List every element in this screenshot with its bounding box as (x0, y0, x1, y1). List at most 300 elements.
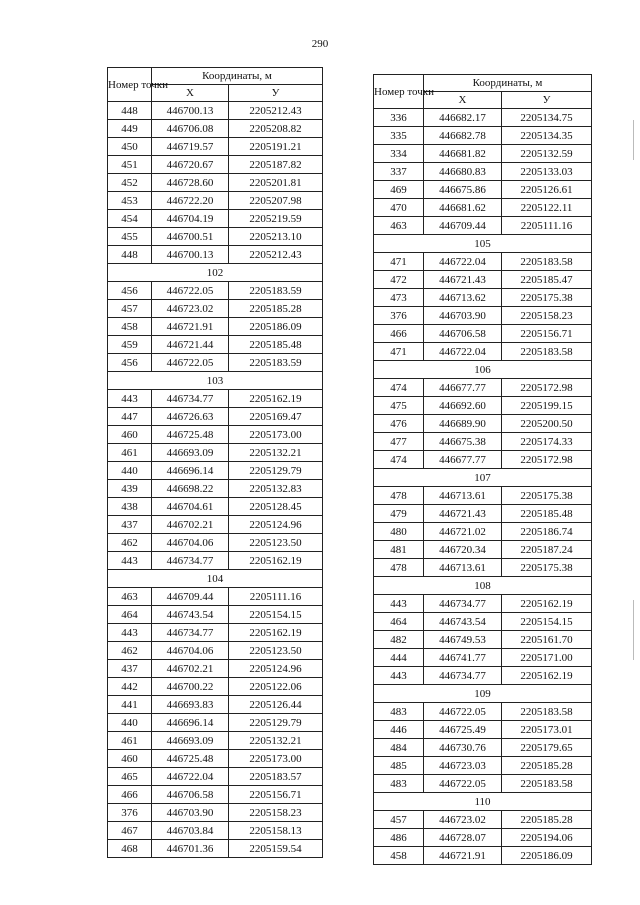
point-number-cell: 450 (108, 138, 152, 156)
point-number-cell: 457 (374, 811, 424, 829)
table-row (108, 804, 323, 822)
point-number-cell: 337 (374, 163, 424, 181)
y-coordinate-cell: 2205173.00 (229, 750, 323, 768)
x-coordinate-cell: 446722.05 (424, 703, 502, 721)
point-number-cell: 471 (374, 253, 424, 271)
point-number-cell: 464 (108, 606, 152, 624)
x-coordinate-cell: 446681.82 (424, 145, 502, 163)
x-coordinate-cell: 446721.91 (424, 847, 502, 865)
x-coordinate-cell: 446709.44 (152, 588, 229, 606)
x-coordinate-cell: 446725.49 (424, 721, 502, 739)
point-number-cell: 474 (374, 379, 424, 397)
x-coordinate-cell: 446677.77 (424, 451, 502, 469)
x-coordinate-cell: 446692.60 (424, 397, 502, 415)
x-coordinate-cell: 446700.51 (152, 228, 229, 246)
y-coordinate-cell: 2205185.48 (502, 505, 592, 523)
table-row (374, 397, 592, 415)
point-number-cell: 471 (374, 343, 424, 361)
section-label: 109 (374, 685, 592, 703)
section-label: 105 (374, 235, 592, 253)
y-coordinate-cell: 2205132.83 (229, 480, 323, 498)
x-coordinate-cell: 446706.58 (424, 325, 502, 343)
x-coordinate-cell: 446693.09 (152, 444, 229, 462)
table-row (374, 613, 592, 631)
table-row (108, 516, 323, 534)
x-coordinate-cell: 446700.22 (152, 678, 229, 696)
table-row (374, 127, 592, 145)
point-number-cell: 443 (374, 595, 424, 613)
point-number-cell: 462 (108, 642, 152, 660)
y-coordinate-cell: 2205185.28 (502, 757, 592, 775)
x-coordinate-cell: 446702.21 (152, 516, 229, 534)
y-coordinate-cell: 2205185.47 (502, 271, 592, 289)
y-coordinate-cell: 2205207.98 (229, 192, 323, 210)
section-label: 103 (108, 372, 323, 390)
point-number-cell: 466 (374, 325, 424, 343)
y-coordinate-cell: 2205186.09 (229, 318, 323, 336)
coordinates-table-left (107, 67, 323, 858)
section-label: 107 (374, 469, 592, 487)
header-point-number: Номер точки (108, 68, 152, 102)
x-coordinate-cell: 446723.02 (152, 300, 229, 318)
x-coordinate-cell: 446722.05 (152, 354, 229, 372)
section-label: 102 (108, 264, 323, 282)
table-row (374, 325, 592, 343)
x-coordinate-cell: 446721.43 (424, 505, 502, 523)
table-row (108, 840, 323, 858)
table-row (108, 552, 323, 570)
point-number-cell: 473 (374, 289, 424, 307)
x-coordinate-cell: 446723.02 (424, 811, 502, 829)
section-row (374, 685, 592, 703)
y-coordinate-cell: 2205132.21 (229, 732, 323, 750)
point-number-cell: 455 (108, 228, 152, 246)
x-coordinate-cell: 446721.43 (424, 271, 502, 289)
x-coordinate-cell: 446681.62 (424, 199, 502, 217)
point-number-cell: 483 (374, 703, 424, 721)
y-coordinate-cell: 2205128.45 (229, 498, 323, 516)
y-coordinate-cell: 2205212.43 (229, 102, 323, 120)
section-row (374, 469, 592, 487)
x-coordinate-cell: 446675.38 (424, 433, 502, 451)
y-coordinate-cell: 2205162.19 (229, 390, 323, 408)
table-row (108, 588, 323, 606)
x-coordinate-cell: 446700.13 (152, 246, 229, 264)
x-coordinate-cell: 446680.83 (424, 163, 502, 181)
point-number-cell: 456 (108, 354, 152, 372)
point-number-cell: 478 (374, 487, 424, 505)
y-coordinate-cell: 2205212.43 (229, 246, 323, 264)
table-row (108, 534, 323, 552)
point-number-cell: 472 (374, 271, 424, 289)
point-number-cell: 474 (374, 451, 424, 469)
x-coordinate-cell: 446704.06 (152, 642, 229, 660)
point-number-cell: 443 (374, 667, 424, 685)
point-number-cell: 479 (374, 505, 424, 523)
point-number-cell: 443 (108, 390, 152, 408)
y-coordinate-cell: 2205111.16 (502, 217, 592, 235)
point-number-cell: 482 (374, 631, 424, 649)
point-number-cell: 460 (108, 426, 152, 444)
table-row (374, 163, 592, 181)
header-x: X (152, 85, 229, 102)
x-coordinate-cell: 446722.04 (424, 343, 502, 361)
x-coordinate-cell: 446702.21 (152, 660, 229, 678)
y-coordinate-cell: 2205183.58 (502, 703, 592, 721)
table-row (374, 523, 592, 541)
y-coordinate-cell: 2205174.33 (502, 433, 592, 451)
section-row (374, 793, 592, 811)
table-row (374, 667, 592, 685)
point-number-cell: 439 (108, 480, 152, 498)
point-number-cell: 478 (374, 559, 424, 577)
point-number-cell: 336 (374, 109, 424, 127)
table-row (108, 786, 323, 804)
table-row (108, 714, 323, 732)
y-coordinate-cell: 2205213.10 (229, 228, 323, 246)
table-row (374, 595, 592, 613)
x-coordinate-cell: 446728.60 (152, 174, 229, 192)
table-row (108, 750, 323, 768)
y-coordinate-cell: 2205175.38 (502, 487, 592, 505)
x-coordinate-cell: 446722.05 (424, 775, 502, 793)
y-coordinate-cell: 2205132.21 (229, 444, 323, 462)
table-row (108, 246, 323, 264)
y-coordinate-cell: 2205122.06 (229, 678, 323, 696)
table-row (108, 282, 323, 300)
section-label: 110 (374, 793, 592, 811)
table-row (108, 408, 323, 426)
point-number-cell: 440 (108, 462, 152, 480)
point-number-cell: 483 (374, 775, 424, 793)
x-coordinate-cell: 446682.17 (424, 109, 502, 127)
x-coordinate-cell: 446709.44 (424, 217, 502, 235)
y-coordinate-cell: 2205162.19 (229, 624, 323, 642)
point-number-cell: 466 (108, 786, 152, 804)
x-coordinate-cell: 446689.90 (424, 415, 502, 433)
point-number-cell: 457 (108, 300, 152, 318)
table-row (374, 829, 592, 847)
table-row (108, 336, 323, 354)
point-number-cell: 458 (374, 847, 424, 865)
y-coordinate-cell: 2205159.54 (229, 840, 323, 858)
x-coordinate-cell: 446725.48 (152, 426, 229, 444)
x-coordinate-cell: 446730.76 (424, 739, 502, 757)
table-row (374, 775, 592, 793)
x-coordinate-cell: 446704.19 (152, 210, 229, 228)
table-row (108, 228, 323, 246)
y-coordinate-cell: 2205122.11 (502, 199, 592, 217)
point-number-cell: 481 (374, 541, 424, 559)
y-coordinate-cell: 2205129.79 (229, 462, 323, 480)
y-coordinate-cell: 2205156.71 (229, 786, 323, 804)
table-row (374, 505, 592, 523)
point-number-cell: 451 (108, 156, 152, 174)
x-coordinate-cell: 446723.03 (424, 757, 502, 775)
table-row (108, 822, 323, 840)
y-coordinate-cell: 2205199.15 (502, 397, 592, 415)
point-number-cell: 462 (108, 534, 152, 552)
y-coordinate-cell: 2205187.82 (229, 156, 323, 174)
table-row (108, 426, 323, 444)
x-coordinate-cell: 446720.67 (152, 156, 229, 174)
y-coordinate-cell: 2205179.65 (502, 739, 592, 757)
y-coordinate-cell: 2205183.58 (502, 343, 592, 361)
x-coordinate-cell: 446704.61 (152, 498, 229, 516)
table-row (108, 660, 323, 678)
point-number-cell: 335 (374, 127, 424, 145)
x-coordinate-cell: 446734.77 (152, 390, 229, 408)
table-row (108, 624, 323, 642)
table-row (374, 307, 592, 325)
x-coordinate-cell: 446713.61 (424, 559, 502, 577)
x-coordinate-cell: 446721.91 (152, 318, 229, 336)
y-coordinate-cell: 2205186.74 (502, 523, 592, 541)
header-y: У (502, 92, 592, 109)
header-y: У (229, 85, 323, 102)
table-row (374, 451, 592, 469)
table-row (108, 174, 323, 192)
x-coordinate-cell: 446693.83 (152, 696, 229, 714)
table-row (374, 415, 592, 433)
x-coordinate-cell: 446703.90 (424, 307, 502, 325)
x-coordinate-cell: 446706.58 (152, 786, 229, 804)
y-coordinate-cell: 2205161.70 (502, 631, 592, 649)
x-coordinate-cell: 446726.63 (152, 408, 229, 426)
point-number-cell: 484 (374, 739, 424, 757)
y-coordinate-cell: 2205154.15 (229, 606, 323, 624)
point-number-cell: 477 (374, 433, 424, 451)
point-number-cell: 448 (108, 246, 152, 264)
point-number-cell: 453 (108, 192, 152, 210)
table-row (108, 498, 323, 516)
y-coordinate-cell: 2205185.48 (229, 336, 323, 354)
point-number-cell: 441 (108, 696, 152, 714)
y-coordinate-cell: 2205134.75 (502, 109, 592, 127)
table-row (108, 732, 323, 750)
table-row (108, 480, 323, 498)
table-row (374, 631, 592, 649)
y-coordinate-cell: 2205183.57 (229, 768, 323, 786)
section-row (108, 264, 323, 282)
point-number-cell: 443 (108, 552, 152, 570)
y-coordinate-cell: 2205183.59 (229, 354, 323, 372)
table-row (374, 559, 592, 577)
page-number: 290 (311, 38, 329, 50)
y-coordinate-cell: 2205171.00 (502, 649, 592, 667)
y-coordinate-cell: 2205162.19 (502, 595, 592, 613)
section-row (374, 361, 592, 379)
point-number-cell: 442 (108, 678, 152, 696)
x-coordinate-cell: 446703.84 (152, 822, 229, 840)
table-row (374, 271, 592, 289)
point-number-cell: 437 (108, 660, 152, 678)
table-body-left (108, 102, 323, 858)
section-row (108, 570, 323, 588)
table-row (108, 300, 323, 318)
point-number-cell: 463 (374, 217, 424, 235)
table-row (108, 210, 323, 228)
y-coordinate-cell: 2205124.96 (229, 660, 323, 678)
y-coordinate-cell: 2205175.38 (502, 289, 592, 307)
table-row (108, 390, 323, 408)
y-coordinate-cell: 2205175.38 (502, 559, 592, 577)
table-row (108, 138, 323, 156)
section-row (374, 577, 592, 595)
x-coordinate-cell: 446703.90 (152, 804, 229, 822)
table-row (374, 289, 592, 307)
y-coordinate-cell: 2205169.47 (229, 408, 323, 426)
section-label: 108 (374, 577, 592, 595)
x-coordinate-cell: 446749.53 (424, 631, 502, 649)
table-row (374, 181, 592, 199)
point-number-cell: 459 (108, 336, 152, 354)
x-coordinate-cell: 446743.54 (152, 606, 229, 624)
x-coordinate-cell: 446734.77 (424, 595, 502, 613)
x-coordinate-cell: 446719.57 (152, 138, 229, 156)
y-coordinate-cell: 2205186.09 (502, 847, 592, 865)
table-row (108, 444, 323, 462)
y-coordinate-cell: 2205191.21 (229, 138, 323, 156)
header-x: X (424, 92, 502, 109)
section-row (374, 235, 592, 253)
table-row (108, 462, 323, 480)
table-row (374, 433, 592, 451)
point-number-cell: 464 (374, 613, 424, 631)
point-number-cell: 461 (108, 444, 152, 462)
point-number-cell: 437 (108, 516, 152, 534)
x-coordinate-cell: 446743.54 (424, 613, 502, 631)
x-coordinate-cell: 446693.09 (152, 732, 229, 750)
x-coordinate-cell: 446728.07 (424, 829, 502, 847)
point-number-cell: 456 (108, 282, 152, 300)
point-number-cell: 446 (374, 721, 424, 739)
y-coordinate-cell: 2205208.82 (229, 120, 323, 138)
header-coordinates: Координаты, м (152, 68, 323, 85)
y-coordinate-cell: 2205111.16 (229, 588, 323, 606)
point-number-cell: 438 (108, 498, 152, 516)
table-row (108, 696, 323, 714)
point-number-cell: 486 (374, 829, 424, 847)
y-coordinate-cell: 2205154.15 (502, 613, 592, 631)
table-row (374, 721, 592, 739)
y-coordinate-cell: 2205124.96 (229, 516, 323, 534)
x-coordinate-cell: 446721.44 (152, 336, 229, 354)
y-coordinate-cell: 2205173.00 (229, 426, 323, 444)
point-number-cell: 467 (108, 822, 152, 840)
y-coordinate-cell: 2205187.24 (502, 541, 592, 559)
y-coordinate-cell: 2205133.03 (502, 163, 592, 181)
table-row (108, 606, 323, 624)
x-coordinate-cell: 446734.77 (152, 552, 229, 570)
x-coordinate-cell: 446696.14 (152, 462, 229, 480)
y-coordinate-cell: 2205162.19 (229, 552, 323, 570)
x-coordinate-cell: 446720.34 (424, 541, 502, 559)
point-number-cell: 468 (108, 840, 152, 858)
y-coordinate-cell: 2205134.35 (502, 127, 592, 145)
y-coordinate-cell: 2205158.13 (229, 822, 323, 840)
y-coordinate-cell: 2205132.59 (502, 145, 592, 163)
scan-edge-mark (633, 600, 634, 660)
y-coordinate-cell: 2205185.28 (229, 300, 323, 318)
point-number-cell: 475 (374, 397, 424, 415)
y-coordinate-cell: 2205123.50 (229, 642, 323, 660)
x-coordinate-cell: 446700.13 (152, 102, 229, 120)
x-coordinate-cell: 446713.62 (424, 289, 502, 307)
table-body-right (374, 109, 592, 865)
x-coordinate-cell: 446698.22 (152, 480, 229, 498)
y-coordinate-cell: 2205183.58 (502, 775, 592, 793)
table-row (108, 354, 323, 372)
point-number-cell: 443 (108, 624, 152, 642)
table-row (108, 156, 323, 174)
x-coordinate-cell: 446722.04 (152, 768, 229, 786)
point-number-cell: 334 (374, 145, 424, 163)
y-coordinate-cell: 2205172.98 (502, 379, 592, 397)
scan-edge-mark (633, 120, 634, 160)
point-number-cell: 440 (108, 714, 152, 732)
table-row (374, 109, 592, 127)
x-coordinate-cell: 446682.78 (424, 127, 502, 145)
y-coordinate-cell: 2205201.81 (229, 174, 323, 192)
x-coordinate-cell: 446741.77 (424, 649, 502, 667)
section-row (108, 372, 323, 390)
point-number-cell: 463 (108, 588, 152, 606)
x-coordinate-cell: 446675.86 (424, 181, 502, 199)
y-coordinate-cell: 2205158.23 (229, 804, 323, 822)
table-row (374, 343, 592, 361)
x-coordinate-cell: 446704.06 (152, 534, 229, 552)
table-row (374, 757, 592, 775)
x-coordinate-cell: 446734.77 (424, 667, 502, 685)
x-coordinate-cell: 446722.20 (152, 192, 229, 210)
point-number-cell: 376 (108, 804, 152, 822)
point-number-cell: 461 (108, 732, 152, 750)
y-coordinate-cell: 2205126.44 (229, 696, 323, 714)
y-coordinate-cell: 2205158.23 (502, 307, 592, 325)
point-number-cell: 448 (108, 102, 152, 120)
y-coordinate-cell: 2205200.50 (502, 415, 592, 433)
point-number-cell: 460 (108, 750, 152, 768)
y-coordinate-cell: 2205126.61 (502, 181, 592, 199)
x-coordinate-cell: 446734.77 (152, 624, 229, 642)
header-point-number: Номер точки (374, 75, 424, 109)
point-number-cell: 452 (108, 174, 152, 192)
y-coordinate-cell: 2205123.50 (229, 534, 323, 552)
table-row (374, 739, 592, 757)
point-number-cell: 476 (374, 415, 424, 433)
table-row (108, 102, 323, 120)
y-coordinate-cell: 2205185.28 (502, 811, 592, 829)
y-coordinate-cell: 2205172.98 (502, 451, 592, 469)
table-row (108, 768, 323, 786)
coordinates-table-right (373, 74, 592, 865)
x-coordinate-cell: 446677.77 (424, 379, 502, 397)
table-row (374, 541, 592, 559)
x-coordinate-cell: 446701.36 (152, 840, 229, 858)
table-row (108, 192, 323, 210)
table-row (108, 642, 323, 660)
x-coordinate-cell: 446722.04 (424, 253, 502, 271)
point-number-cell: 444 (374, 649, 424, 667)
table-row (374, 487, 592, 505)
x-coordinate-cell: 446722.05 (152, 282, 229, 300)
point-number-cell: 465 (108, 768, 152, 786)
section-label: 104 (108, 570, 323, 588)
point-number-cell: 447 (108, 408, 152, 426)
x-coordinate-cell: 446721.02 (424, 523, 502, 541)
point-number-cell: 449 (108, 120, 152, 138)
